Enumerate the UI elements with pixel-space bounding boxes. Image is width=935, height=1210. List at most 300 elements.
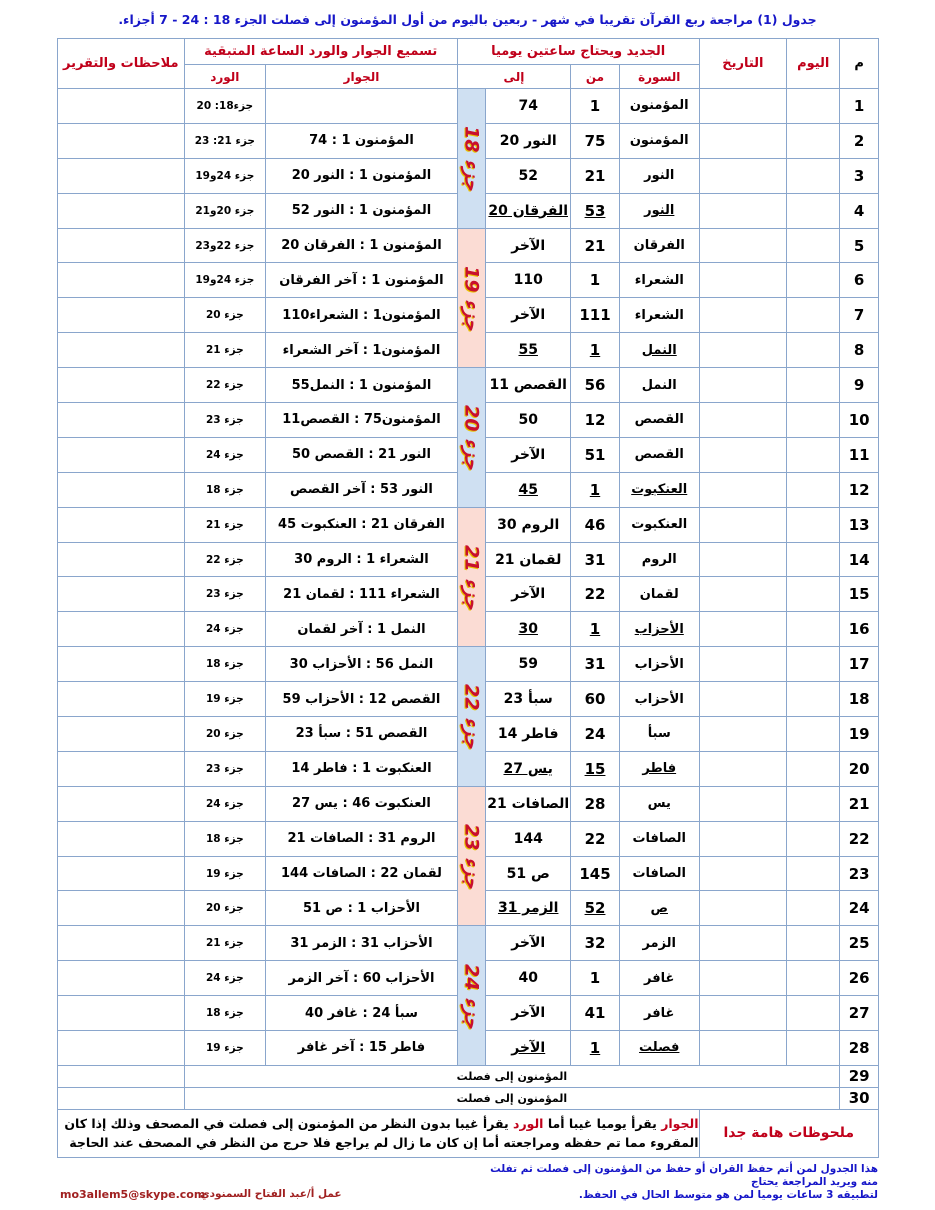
surah-cell	[619, 891, 699, 926]
surah-cell: الفرقان	[619, 228, 699, 263]
notes-cell	[58, 507, 185, 542]
to-cell-text: 30	[518, 621, 538, 638]
jiwar-cell: العنكبوت 46 : يس 27	[266, 786, 458, 821]
notes-cell	[58, 1031, 185, 1066]
notes-cell	[58, 158, 185, 193]
jiwar-cell: النمل 56 : الأحزاب 30	[266, 647, 458, 682]
from-cell-text: 1	[589, 341, 601, 360]
col-header-jiwar: الجوار	[266, 65, 458, 89]
notes-cell	[58, 472, 185, 507]
col-header-notes: ملاحظات والتقرير	[58, 39, 185, 89]
to-cell-text: 45	[518, 481, 538, 498]
to-cell: الروم 30	[486, 507, 571, 542]
juz-band-label: جزء 19	[460, 265, 483, 330]
juz-band	[457, 786, 486, 926]
jiwar-cell: الشعراء 1 : الروم 30	[266, 542, 458, 577]
date-cell	[699, 263, 787, 298]
col-header-surah: السورة	[619, 65, 699, 89]
juz-band-label: جزء 21	[460, 544, 483, 610]
wird-cell: جزء 20	[184, 891, 266, 926]
jiwar-cell: سبأ 24 : غافر 40	[266, 996, 458, 1031]
row-number: 23	[840, 856, 879, 891]
surah-cell: النور	[619, 158, 699, 193]
juz-band	[457, 89, 486, 229]
to-cell	[486, 193, 571, 228]
page-title: جدول (1) مراجعة ربع القرآن تقريبا في شهر - ربعين باليوم من أول المؤمنون إلى فصلت الجزء 18 : 24 - 7 أجزاء.	[118, 12, 817, 27]
row-number: 2	[840, 123, 879, 158]
row-number: 20	[840, 751, 879, 786]
from-cell: 22	[571, 821, 620, 856]
jiwar-cell: المؤمنون 1 : 74	[266, 123, 458, 158]
surah-cell-text: ص	[650, 900, 668, 916]
to-cell: النور 20	[486, 123, 571, 158]
surah-cell: غافر	[619, 961, 699, 996]
date-cell	[699, 89, 787, 124]
table-row	[58, 368, 879, 403]
wird-cell: جزء 18	[184, 996, 266, 1031]
jiwar-cell: النور 21 : القصص 50	[266, 437, 458, 472]
to-cell	[486, 751, 571, 786]
row-number: 18	[840, 682, 879, 717]
notes-cell	[58, 682, 185, 717]
to-cell: سبأ 23	[486, 682, 571, 717]
day-cell	[787, 856, 840, 891]
jiwar-cell: المؤمنون 1 : الفرقان 20	[266, 228, 458, 263]
day-cell	[787, 577, 840, 612]
from-cell: 21	[571, 228, 620, 263]
author-email: mo3allem5@skype.com	[60, 1188, 206, 1201]
to-cell: ص 51	[486, 856, 571, 891]
wird-cell: جزء18: 20	[184, 89, 266, 124]
date-cell	[699, 403, 787, 438]
to-cell: الآخر	[486, 996, 571, 1031]
date-cell	[699, 821, 787, 856]
notes-wird-word: الورد	[513, 1116, 544, 1132]
row-number: 22	[840, 821, 879, 856]
jiwar-cell: المؤمنون1 : آخر الشعراء	[266, 333, 458, 368]
date-cell	[699, 437, 787, 472]
wird-cell: جزء 24	[184, 786, 266, 821]
juz-band	[457, 368, 486, 508]
jiwar-cell	[266, 89, 458, 124]
notes-cell	[58, 786, 185, 821]
jiwar-cell: الأحزاب 1 : ص 51	[266, 891, 458, 926]
wird-cell: جزء 19	[184, 1031, 266, 1066]
to-cell: 144	[486, 821, 571, 856]
wird-cell: جزء 23	[184, 403, 266, 438]
row-number: 27	[840, 996, 879, 1031]
juz-band-label: جزء 18	[460, 126, 483, 191]
surah-cell: لقمان	[619, 577, 699, 612]
day-cell	[787, 786, 840, 821]
to-cell: 52	[486, 158, 571, 193]
notes-cell	[58, 368, 185, 403]
juz-band	[457, 507, 486, 647]
from-cell: 111	[571, 298, 620, 333]
col-header-day: اليوم	[787, 39, 840, 89]
date-cell	[699, 333, 787, 368]
table-row	[58, 786, 879, 821]
notes-cell	[58, 647, 185, 682]
surah-cell	[619, 193, 699, 228]
notes-part1: يقرأ يوميا غيبا أما	[543, 1116, 662, 1132]
day-cell	[787, 891, 840, 926]
date-cell	[699, 891, 787, 926]
surah-cell-text: الأحزاب	[634, 621, 684, 637]
day-cell	[787, 961, 840, 996]
day-cell	[787, 647, 840, 682]
date-cell	[699, 682, 787, 717]
col-header-new: الجديد ويحتاج ساعتين يوميا	[457, 39, 699, 65]
jiwar-cell: النور 53 : آخر القصص	[266, 472, 458, 507]
day-cell	[787, 123, 840, 158]
footer-line-1: هذا الجدول لمن أتم حفظ القران أو حفظ من المؤمنون إلى فصلت ثم تفلت منه ويريد المراجعة يحتاج	[490, 1163, 878, 1188]
day-cell	[787, 403, 840, 438]
day-cell	[787, 89, 840, 124]
date-cell	[699, 612, 787, 647]
surah-cell: الصافات	[619, 856, 699, 891]
surah-cell-text: العنكبوت	[631, 482, 688, 498]
from-cell	[571, 333, 620, 368]
juz-band-label: جزء 20	[460, 405, 483, 470]
date-cell	[699, 123, 787, 158]
surah-cell: الصافات	[619, 821, 699, 856]
date-cell	[699, 856, 787, 891]
date-cell	[699, 193, 787, 228]
jiwar-cell: الأحزاب 60 : آخر الزمر	[266, 961, 458, 996]
from-cell: 60	[571, 682, 620, 717]
juz-band	[457, 926, 486, 1066]
row-number: 3	[840, 158, 879, 193]
day-cell	[787, 682, 840, 717]
notes-cell	[58, 891, 185, 926]
tail-text: المؤمنون إلى فصلت	[184, 1065, 840, 1087]
to-cell-text: 55	[518, 342, 538, 359]
surah-cell: الشعراء	[619, 263, 699, 298]
wird-cell: جزء 18	[184, 821, 266, 856]
date-cell	[699, 368, 787, 403]
to-cell-text: الفرقان 20	[488, 202, 568, 219]
surah-cell: يس	[619, 786, 699, 821]
surah-cell: الشعراء	[619, 298, 699, 333]
to-cell-text: الزمر 31	[497, 900, 559, 917]
from-cell-text: 53	[584, 201, 606, 220]
date-cell	[699, 961, 787, 996]
day-cell	[787, 263, 840, 298]
date-cell	[699, 577, 787, 612]
surah-cell	[619, 751, 699, 786]
jiwar-cell: العنكبوت 1 : فاطر 14	[266, 751, 458, 786]
jiwar-cell: الروم 31 : الصافات 21	[266, 821, 458, 856]
surah-cell: الزمر	[619, 926, 699, 961]
day-cell	[787, 193, 840, 228]
notes-cell	[58, 1087, 185, 1109]
wird-cell: جزء 22	[184, 542, 266, 577]
jiwar-cell: الأحزاب 31 : الزمر 31	[266, 926, 458, 961]
footer-line-2: لتطبيقه 3 ساعات يوميا لمن هو متوسط الحال في الحفظ.	[578, 1189, 878, 1201]
juz-band-label: جزء 22	[460, 684, 483, 749]
row-number: 11	[840, 437, 879, 472]
from-cell: 41	[571, 996, 620, 1031]
tail-text: المؤمنون إلى فصلت	[184, 1087, 840, 1109]
from-cell	[571, 193, 620, 228]
col-header-date: التاريخ	[699, 39, 787, 89]
from-cell-text: 52	[584, 899, 606, 918]
row-number: 5	[840, 228, 879, 263]
notes-cell	[58, 577, 185, 612]
wird-cell: جزء 21	[184, 926, 266, 961]
wird-cell: جزء 19	[184, 682, 266, 717]
date-cell	[699, 926, 787, 961]
day-cell	[787, 472, 840, 507]
notes-cell	[58, 542, 185, 577]
from-cell: 31	[571, 647, 620, 682]
jiwar-cell: المؤمنون 1 : النور 20	[266, 158, 458, 193]
author-credit: عمل أ/عبد الفتاح السمنودي	[200, 1188, 342, 1200]
from-cell: 28	[571, 786, 620, 821]
row-number: 9	[840, 368, 879, 403]
day-cell	[787, 542, 840, 577]
from-cell	[571, 612, 620, 647]
row-number: 16	[840, 612, 879, 647]
jiwar-cell: القصص 51 : سبأ 23	[266, 717, 458, 752]
table-row	[58, 89, 879, 124]
to-cell: الآخر	[486, 298, 571, 333]
jiwar-cell: المؤمنون 1 : آخر الفرقان	[266, 263, 458, 298]
table-row	[58, 647, 879, 682]
from-cell: 21	[571, 158, 620, 193]
notes-cell	[58, 123, 185, 158]
col-header-number: م	[840, 39, 879, 89]
from-cell: 1	[571, 961, 620, 996]
surah-cell: القصص	[619, 403, 699, 438]
to-cell	[486, 1031, 571, 1066]
wird-cell: جزء 18	[184, 472, 266, 507]
row-number: 14	[840, 542, 879, 577]
wird-cell: جزء 24	[184, 612, 266, 647]
surah-cell: المؤمنون	[619, 123, 699, 158]
notes-cell	[58, 228, 185, 263]
surah-cell	[619, 333, 699, 368]
day-cell	[787, 717, 840, 752]
from-cell	[571, 1031, 620, 1066]
from-cell: 12	[571, 403, 620, 438]
table-row	[58, 507, 879, 542]
to-cell: 110	[486, 263, 571, 298]
day-cell	[787, 158, 840, 193]
from-cell: 145	[571, 856, 620, 891]
to-cell: 40	[486, 961, 571, 996]
from-cell: 46	[571, 507, 620, 542]
wird-cell: جزء 20و21	[184, 193, 266, 228]
jiwar-cell: المؤمنون75 : القصص11	[266, 403, 458, 438]
notes-cell	[58, 298, 185, 333]
to-cell-text: الآخر	[511, 1039, 546, 1056]
notes-cell	[58, 717, 185, 752]
row-number: 6	[840, 263, 879, 298]
surah-cell: الأحزاب	[619, 682, 699, 717]
notes-cell	[58, 193, 185, 228]
to-cell	[486, 891, 571, 926]
wird-cell: جزء 18	[184, 647, 266, 682]
col-header-wird: الورد	[184, 65, 266, 89]
to-cell: الآخر	[486, 228, 571, 263]
jiwar-cell: الفرقان 21 : العنكبوت 45	[266, 507, 458, 542]
from-cell: 24	[571, 717, 620, 752]
wird-cell: جزء 24	[184, 437, 266, 472]
jiwar-cell: المؤمنون 1 : النور 52	[266, 193, 458, 228]
notes-cell	[58, 333, 185, 368]
surah-cell: غافر	[619, 996, 699, 1031]
jiwar-cell: لقمان 22 : الصافات 144	[266, 856, 458, 891]
to-cell: فاطر 14	[486, 717, 571, 752]
from-cell: 1	[571, 263, 620, 298]
day-cell	[787, 507, 840, 542]
row-number: 29	[840, 1065, 879, 1087]
surah-cell: المؤمنون	[619, 89, 699, 124]
wird-cell: جزء 22و23	[184, 228, 266, 263]
notes-cell	[58, 263, 185, 298]
notes-cell	[58, 89, 185, 124]
day-cell	[787, 1031, 840, 1066]
notes-cell	[58, 926, 185, 961]
jiwar-cell: القصص 12 : الأحزاب 59	[266, 682, 458, 717]
wird-cell: جزء 24	[184, 961, 266, 996]
review-schedule-table	[57, 38, 879, 1158]
from-cell: 1	[571, 89, 620, 124]
table-row	[58, 228, 879, 263]
notes-cell	[58, 961, 185, 996]
wird-cell: جزء 23	[184, 751, 266, 786]
to-cell	[486, 333, 571, 368]
day-cell	[787, 751, 840, 786]
from-cell: 56	[571, 368, 620, 403]
notes-cell	[58, 821, 185, 856]
day-cell	[787, 333, 840, 368]
to-cell: الآخر	[486, 577, 571, 612]
row-number: 28	[840, 1031, 879, 1066]
row-number: 4	[840, 193, 879, 228]
from-cell	[571, 751, 620, 786]
row-number: 19	[840, 717, 879, 752]
row-number: 17	[840, 647, 879, 682]
wird-cell: جزء 21: 23	[184, 123, 266, 158]
row-number: 24	[840, 891, 879, 926]
from-cell: 51	[571, 437, 620, 472]
juz-band-label: جزء 24	[460, 963, 483, 1028]
date-cell	[699, 751, 787, 786]
from-cell: 22	[571, 577, 620, 612]
surah-cell	[619, 612, 699, 647]
surah-cell-text: النمل	[641, 342, 677, 358]
notes-cell	[58, 856, 185, 891]
jiwar-cell: المؤمنون 1 : النمل55	[266, 368, 458, 403]
to-cell: 59	[486, 647, 571, 682]
from-cell	[571, 891, 620, 926]
notes-cell	[58, 403, 185, 438]
notes-heading: ملحوظات هامة جدا	[699, 1109, 878, 1157]
date-cell	[699, 542, 787, 577]
date-cell	[699, 717, 787, 752]
to-cell	[486, 612, 571, 647]
juz-band	[457, 228, 486, 368]
surah-cell	[619, 472, 699, 507]
notes-body	[58, 1109, 700, 1157]
to-cell: الآخر	[486, 437, 571, 472]
row-number: 26	[840, 961, 879, 996]
from-cell-text: 1	[589, 480, 601, 499]
surah-cell	[619, 1031, 699, 1066]
from-cell: 32	[571, 926, 620, 961]
jiwar-cell: الشعراء 111 : لقمان 21	[266, 577, 458, 612]
day-cell	[787, 821, 840, 856]
juz-band-label: جزء 23	[460, 823, 483, 889]
surah-cell-text: فصلت	[639, 1040, 680, 1056]
from-cell	[571, 472, 620, 507]
date-cell	[699, 158, 787, 193]
from-cell-text: 1	[589, 1038, 601, 1057]
wird-cell: جزء 19	[184, 856, 266, 891]
wird-cell: جزء 20	[184, 298, 266, 333]
row-number: 7	[840, 298, 879, 333]
day-cell	[787, 298, 840, 333]
col-header-to: إلى	[457, 65, 570, 89]
notes-cell	[58, 751, 185, 786]
to-cell: لقمان 21	[486, 542, 571, 577]
row-number: 30	[840, 1087, 879, 1109]
to-cell: 74	[486, 89, 571, 124]
row-number: 12	[840, 472, 879, 507]
date-cell	[699, 228, 787, 263]
wird-cell: جزء 20	[184, 717, 266, 752]
surah-cell: النمل	[619, 368, 699, 403]
notes-part2: يقرأ غيبا بدون النظر من المؤمنون إلى فصلت في المصحف وذلك إذا كان المقروء مما تم حفظه ومراجعته أما إن كان ما زال لم يراجع فلا حرج من النظر في المصحف عند الحاجة	[64, 1116, 699, 1151]
notes-cell	[58, 612, 185, 647]
surah-cell: العنكبوت	[619, 507, 699, 542]
jiwar-cell: النمل 1 : آخر لقمان	[266, 612, 458, 647]
date-cell	[699, 298, 787, 333]
to-cell: الصافات 21	[486, 786, 571, 821]
surah-cell: القصص	[619, 437, 699, 472]
date-cell	[699, 507, 787, 542]
notes-jiwar-word: الجوار	[661, 1116, 699, 1132]
surah-cell-text: النور	[644, 203, 675, 219]
date-cell	[699, 472, 787, 507]
day-cell	[787, 228, 840, 263]
surah-cell: الروم	[619, 542, 699, 577]
from-cell: 31	[571, 542, 620, 577]
row-number: 25	[840, 926, 879, 961]
from-cell-text: 15	[584, 759, 606, 778]
notes-cell	[58, 1065, 185, 1087]
to-cell	[486, 472, 571, 507]
to-cell: القصص 11	[486, 368, 571, 403]
surah-cell: الأحزاب	[619, 647, 699, 682]
day-cell	[787, 926, 840, 961]
col-header-listen: تسميع الجوار والورد الساعة المتبقية	[184, 39, 457, 65]
day-cell	[787, 368, 840, 403]
to-cell: 50	[486, 403, 571, 438]
surah-cell-text: فاطر	[642, 761, 677, 777]
row-number: 8	[840, 333, 879, 368]
row-number: 10	[840, 403, 879, 438]
date-cell	[699, 1031, 787, 1066]
wird-cell: جزء 21	[184, 507, 266, 542]
day-cell	[787, 437, 840, 472]
table-row	[58, 926, 879, 961]
notes-cell	[58, 996, 185, 1031]
from-cell-text: 1	[589, 620, 601, 639]
